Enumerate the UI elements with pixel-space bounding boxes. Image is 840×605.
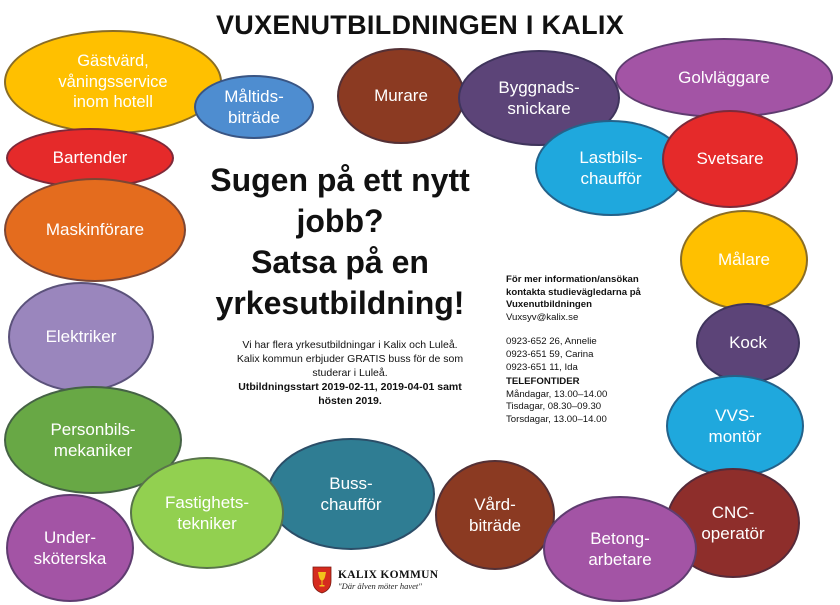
coat-of-arms-icon [312,566,332,594]
oval-busschauffor: Buss- chaufför [267,438,435,550]
contact-heading: Vuxenutbildningen [506,299,592,311]
kalix-kommun-logo [312,562,462,598]
contact-phone[interactable]: 0923-651 59, Carina [506,348,594,360]
start-dates-line: Utbildningsstart 2019-02-11, 2019-04-01 samt [238,381,462,393]
oval-underskoterska: Under- sköterska [6,494,134,602]
logo-tagline: "Där älven möter havet" [338,581,422,591]
hours-line: Tisdagar, 08.30–09.30 [506,401,602,413]
info-line: Vi har flera yrkesutbildningar i Kalix och Luleå. [242,339,458,351]
headline-line: jobb? [296,203,384,239]
info-text [210,338,490,408]
oval-lastbilschauffor: Lastbils- chaufför [535,120,687,216]
oval-byggnadssnickare: Byggnads- snickare [458,50,620,146]
oval-golvlaggare: Golvläggare [615,38,833,118]
logo-name: KALIX KOMMUN [338,569,439,581]
contact-heading: För mer information/ansökan [506,274,639,285]
oval-vardbitrade: Vård- biträde [435,460,555,570]
headline [190,160,490,324]
hours-line: Måndagar, 13.00–14.00 [506,388,608,400]
headline-line: Sugen på ett nytt [210,162,470,198]
contact-phone[interactable]: 0923-652 26, Annelie [506,336,597,348]
info-line: Kalix kommun erbjuder GRATIS buss för de som [236,353,464,365]
oval-malare: Målare [680,210,808,310]
oval-svetsare: Svetsare [662,110,798,208]
oval-personbilsmekaniker: Personbils- mekaniker [4,386,182,494]
oval-fastighetstekniker: Fastighets- tekniker [130,457,284,569]
oval-maskinforare: Maskinförare [4,178,186,282]
oval-murare: Murare [337,48,465,144]
oval-betongarbetare: Betong- arbetare [543,496,697,602]
oval-maltidsbitrade: Måltids- biträde [194,75,314,139]
oval-kock: Kock [696,303,800,383]
info-line: studerar i Luleå. [312,367,388,379]
oval-vvsmontor: VVS- montör [666,375,804,477]
contact-phone[interactable]: 0923-651 11, Ida [506,361,578,373]
hours-line: Torsdagar, 13.00–14.00 [506,413,607,425]
page-title: VUXENUTBILDNINGEN I KALIX [215,10,625,40]
headline-line: Satsa på en [251,244,429,280]
contact-block [506,274,676,427]
oval-cncoperator: CNC- operatör [666,468,800,578]
contact-email[interactable]: Vuxsyv@kalix.se [506,311,579,323]
oval-gastvard: Gästvärd, våningsservice inom hotell [4,30,222,134]
headline-line: yrkesutbildning! [215,285,465,321]
start-dates-line: hösten 2019. [318,395,382,407]
contact-heading: kontakta studievägledarna på [506,286,641,298]
oval-bartender: Bartender [6,128,174,188]
oval-elektriker: Elektriker [8,282,154,392]
hours-heading: TELEFONTIDER [506,376,580,388]
